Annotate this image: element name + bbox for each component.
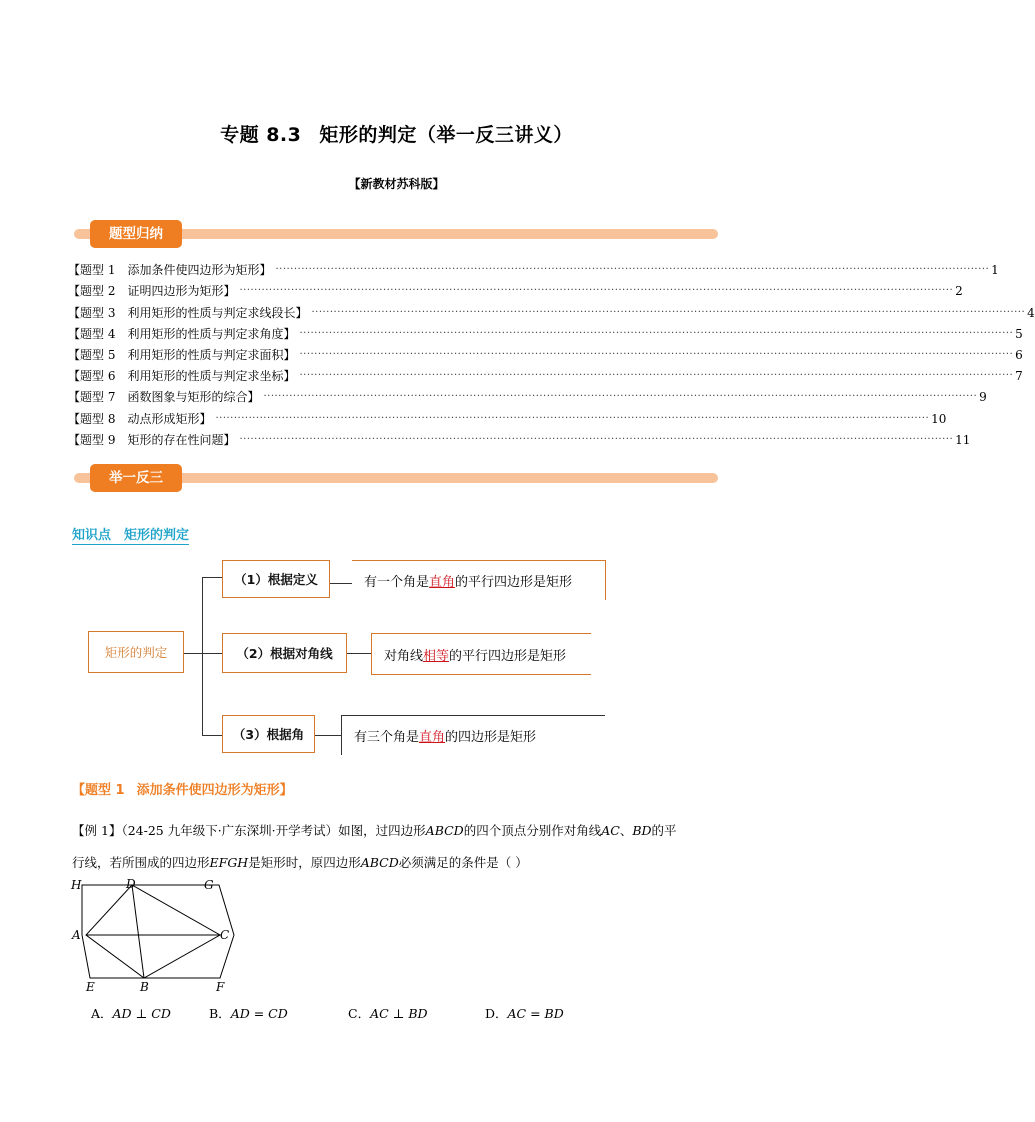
inner-quadrilateral [86, 885, 220, 978]
rule-diagonal: （2）根据对角线 [222, 633, 347, 673]
toc-leader: .................................................................................................................................................................................................. [299, 324, 1014, 336]
toc-leader: .................................................................................................................................................................................................. [311, 303, 1026, 315]
diagonal-bd [132, 885, 144, 978]
page-title [0, 120, 793, 147]
question-type-heading: 【题型 1 添加条件使四边形为矩形】 [72, 783, 293, 798]
desc-diagonal: 对角线 相等 的平行四边形是矩形 [371, 633, 591, 675]
toc-item[interactable]: 【题型 5 利用矩形的性质与判定求面积】 .................................................................................................................................................................................................. 6 [68, 343, 722, 364]
choice-c[interactable]: C．AC ⊥ BD [348, 1006, 428, 1021]
toc-leader: .................................................................................................................................................................................................. [239, 282, 954, 294]
toc-item[interactable]: 【题型 7 函数图象与矩形的综合】 .................................................................................................................................................................................................. 9 [68, 385, 722, 406]
toc-leader: .................................................................................................................................................................................................. [299, 345, 1014, 357]
geometry-figure [68, 875, 238, 995]
connector [202, 577, 222, 578]
toc-leader: .................................................................................................................................................................................................. [299, 367, 1014, 379]
toc-item[interactable]: 【题型 1 添加条件使四边形为矩形】 .................................................................................................................................................................................................. 1 [68, 258, 722, 279]
table-of-contents [68, 258, 1035, 449]
edition-label: 【新教材苏科版】 [348, 177, 445, 191]
connector [202, 577, 203, 735]
example-1 [72, 815, 724, 879]
toc-leader: .................................................................................................................................................................................................. [215, 409, 930, 421]
label-d: D [126, 877, 136, 891]
connector [330, 583, 352, 584]
toc-item[interactable]: 【题型 9 矩形的存在性问题】 .................................................................................................................................................................................................. 11 [68, 428, 722, 449]
example-line-2: 行线，若所围成的四边形EFGH是矩形时，原四边形ABCD必须满足的条件是（ ） [72, 855, 528, 870]
toc-item[interactable]: 【题型 3 利用矩形的性质与判定求线段长】 .................................................................................................................................................................................................. 4 [68, 300, 722, 321]
label-g: G [204, 878, 214, 892]
rule-angle: （3）根据角 [222, 715, 315, 753]
desc-definition: 有一个角是 直角 的平行四边形是矩形 [352, 560, 606, 600]
choice-b[interactable]: B．AD = CD [209, 1006, 288, 1021]
connector [315, 735, 341, 736]
toc-leader: .................................................................................................................................................................................................. [275, 261, 990, 273]
label-b: B [140, 980, 149, 994]
diagram-root: 矩形的判定 [88, 631, 184, 673]
knowledge-point-title: 知识点 矩形的判定 [72, 524, 189, 545]
knowledge-diagram [86, 555, 626, 765]
outer-rectangle [82, 885, 234, 978]
label-e: E [86, 980, 95, 994]
label-a: A [72, 928, 81, 942]
figure-svg [68, 875, 238, 995]
title-main: 矩形的判定（举一反三讲义） [319, 124, 573, 146]
label-f: F [216, 980, 225, 994]
title-prefix: 专题 8.3 [220, 124, 302, 146]
connector [347, 653, 371, 654]
connector [202, 735, 222, 736]
toc-leader: .................................................................................................................................................................................................. [239, 430, 954, 442]
choice-a[interactable]: A．AD ⊥ CD [91, 1006, 171, 1021]
label-h: H [71, 878, 82, 892]
desc-angle: 有三个角是 直角 的四边形是矩形 [341, 715, 605, 755]
choice-d[interactable]: D．AC = BD [485, 1006, 564, 1021]
section-tag-practice: 举一反三 [90, 464, 182, 492]
toc-item[interactable]: 【题型 2 证明四边形为矩形】 .................................................................................................................................................................................................. 2 [68, 279, 722, 300]
toc-item[interactable]: 【题型 8 动点形成矩形】 .................................................................................................................................................................................................. 10 [68, 406, 722, 427]
rule-definition: （1）根据定义 [222, 560, 330, 598]
section-tag-summary: 题型归纳 [90, 220, 182, 248]
connector [184, 653, 222, 654]
label-c: C [220, 928, 230, 942]
toc-item[interactable]: 【题型 4 利用矩形的性质与判定求角度】 .................................................................................................................................................................................................. 5 [68, 322, 722, 343]
example-line-1: 【例 1】（24-25 九年级下·广东深圳·开学考试）如图，过四边形ABCD的四个顶点分别作对角线AC、BD的平 [72, 823, 677, 838]
toc-leader: .................................................................................................................................................................................................. [263, 388, 978, 400]
toc-item[interactable]: 【题型 6 利用矩形的性质与判定求坐标】 .................................................................................................................................................................................................. 7 [68, 364, 722, 385]
